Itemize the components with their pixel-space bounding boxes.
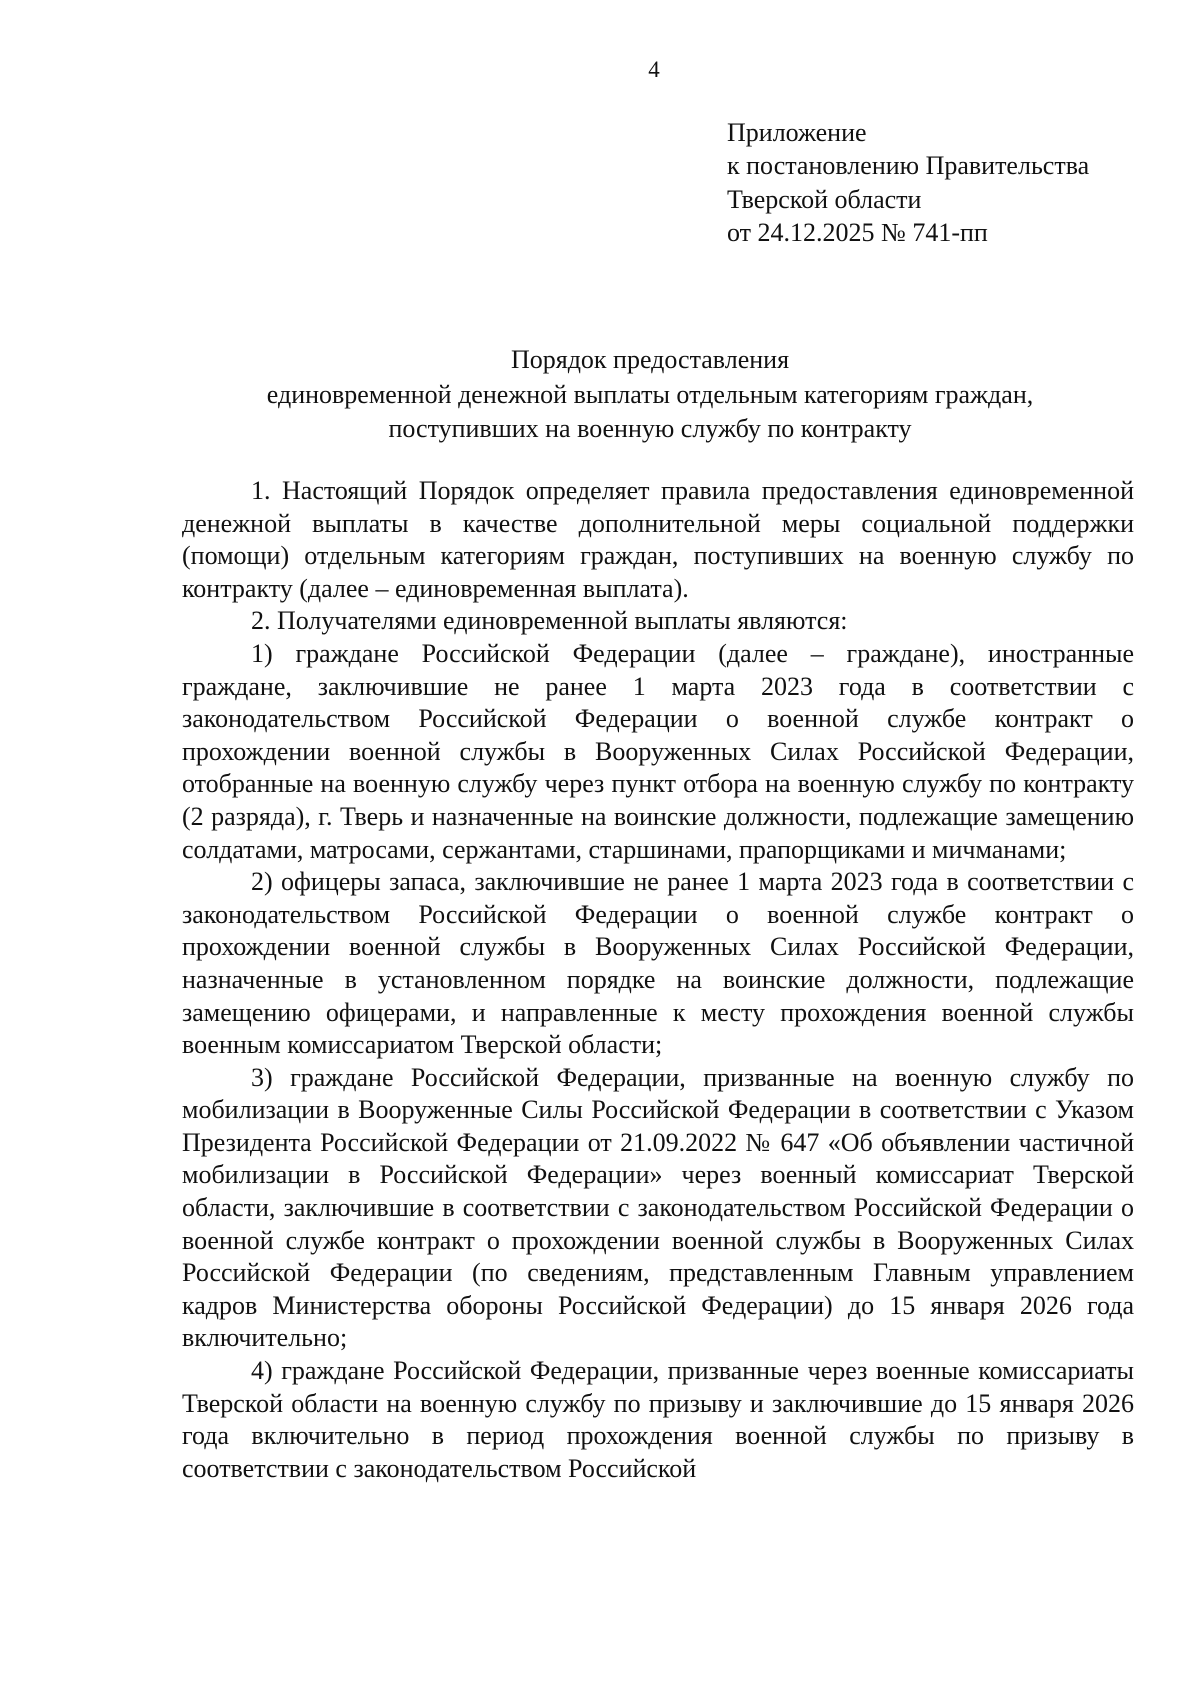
title-line: поступивших на военную службу по контракту xyxy=(388,414,912,444)
approval-line: к постановлению Правительства xyxy=(727,151,1090,181)
approval-line: Приложение xyxy=(727,118,867,147)
paragraph-1: 1. Настоящий Порядок определяет правила предоставления единовременной денежной выплаты в качестве дополнительной меры социальной поддержки (помощи) отдельным категориям граждан, поступивших на военную службу по контракту (далее – единовременная выплата). xyxy=(182,476,1134,603)
approval-line: от 24.12.2025 № 741-пп xyxy=(727,217,988,247)
approval-line: Тверской области xyxy=(727,184,922,214)
subparagraph-1: 1) граждане Российской Федерации (далее – граждане), иностранные граждане, заключившие не ранее 1 марта 2023 года в соответствии с законодательством Российской Федерации о военной службе контракт о прохождении военной службы в Вооруженных Силах Российской Федерации, отобранные на военную службу через пункт отбора на военную службу по контракту (2 разряда), г. Тверь и назначенные на воинские должности, подлежащие замещению солдатами, матросами, сержантами, старшинами, прапорщиками и мичманами; xyxy=(182,638,1134,864)
title-line: единовременной денежной выплаты отдельным категориям граждан, xyxy=(266,379,1034,409)
subparagraph-4: 4) граждане Российской Федерации, призванные через военные комиссариаты Тверской области на военную службу по призыву и заключившие до 15 января 2026 года включительно в период прохождения военной службы по призыву в соответствии с законодательством Российской xyxy=(182,1356,1134,1483)
page-number: 4 xyxy=(648,57,660,82)
title-line: Порядок предоставления xyxy=(510,345,790,374)
subparagraph-3: 3) граждане Российской Федерации, призванные на военную службу по мобилизации в Вооруженные Силы Российской Федерации в соответствии с Указом Президента Российской Федерации от 21.09.2022 № 647 «Об объявлении частичной мобилизации в Российской Федерации» через военный комиссариат Тверской области, заключившие в соответствии с законодательством Российской Федерации о военной службе контракт о прохождении военной службы в Вооруженных Силах Российской Федерации (по сведениям, представленным Главным управлением кадров Министерства обороны Российской Федерации) до 15 января 2026 года включительно; xyxy=(182,1062,1134,1353)
approval-stamp-block xyxy=(727,116,1089,249)
paragraph-2: 2. Получателями единовременной выплаты являются: xyxy=(251,606,848,636)
document-body xyxy=(182,475,1134,1485)
document-title xyxy=(180,343,1120,447)
subparagraph-2: 2) офицеры запаса, заключившие не ранее 1 марта 2023 года в соответствии с законодательством Российской Федерации о военной службе контракт о прохождении военной службы в Вооруженных Силах Российской Федерации, назначенные в установленном порядке на воинские должности, подлежащие замещению офицерами, и направленные к месту прохождения военной службы военным комиссариатом Тверской области; xyxy=(182,867,1134,1060)
